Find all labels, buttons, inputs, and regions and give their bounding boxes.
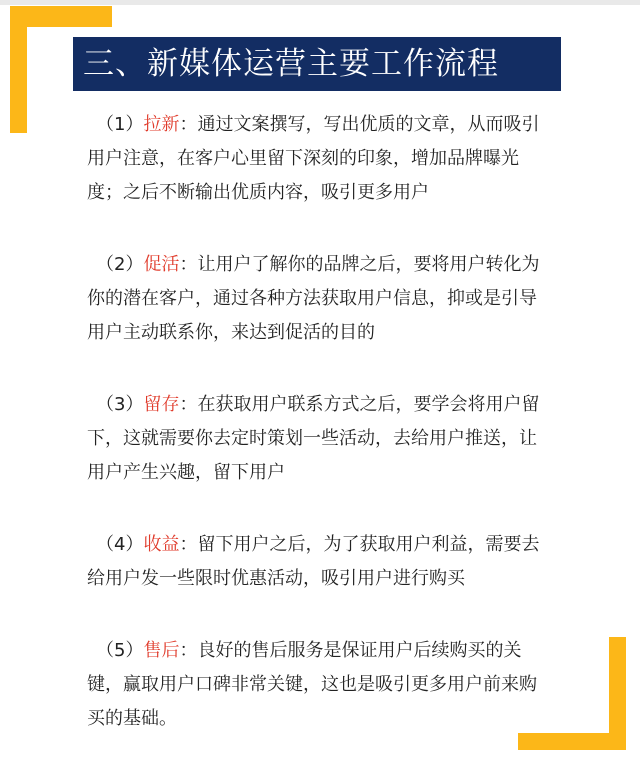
section-number: （1） [105,114,144,135]
section-number: （2） [105,254,144,275]
section-keyword: 留存 [143,394,180,415]
section-keyword: 拉新 [143,114,180,135]
section-5 [87,634,547,736]
page-title: 三、新媒体运营主要工作流程 [73,37,561,91]
separator: ： [179,640,198,661]
separator: ： [179,114,198,135]
separator: ： [179,394,198,415]
section-text: 让用户了解你的品牌之后，要将用户转化为你的潜在客户，通过各种方法获取用户信息，抑或是引导用户主动联系你，来达到促活的目的 [87,254,540,343]
section-3 [87,388,547,490]
section-text: 在获取用户联系方式之后，要学会将用户留下，这就需要你去定时策划一些活动，去给用户推送，让用户产生兴趣，留下用户 [87,394,540,483]
top-strip [0,0,640,5]
section-text: 留下用户之后，为了获取用户利益，需要去给用户发一些限时优惠活动，吸引用户进行购买 [87,534,540,589]
separator: ： [179,254,198,275]
section-keyword: 促活 [143,254,180,275]
corner-bracket-bottom-right-vertical [609,637,626,750]
content [87,108,547,774]
separator: ： [179,534,198,555]
corner-bracket-top-left-vertical [10,6,27,133]
section-1 [87,108,547,210]
section-keyword: 收益 [143,534,180,555]
section-number: （3） [105,394,144,415]
section-text: 良好的售后服务是保证用户后续购买的关键，赢取用户口碑非常关键，这也是吸引更多用户前来购买的基础。 [87,640,537,729]
section-number: （5） [105,640,144,661]
section-text: 通过文案撰写，写出优质的文章，从而吸引用户注意，在客户心里留下深刻的印象，增加品牌曝光度；之后不断输出优质内容，吸引更多用户 [87,114,540,203]
section-2 [87,248,547,350]
section-keyword: 售后 [143,640,180,661]
section-number: （4） [105,534,144,555]
section-4 [87,528,547,596]
